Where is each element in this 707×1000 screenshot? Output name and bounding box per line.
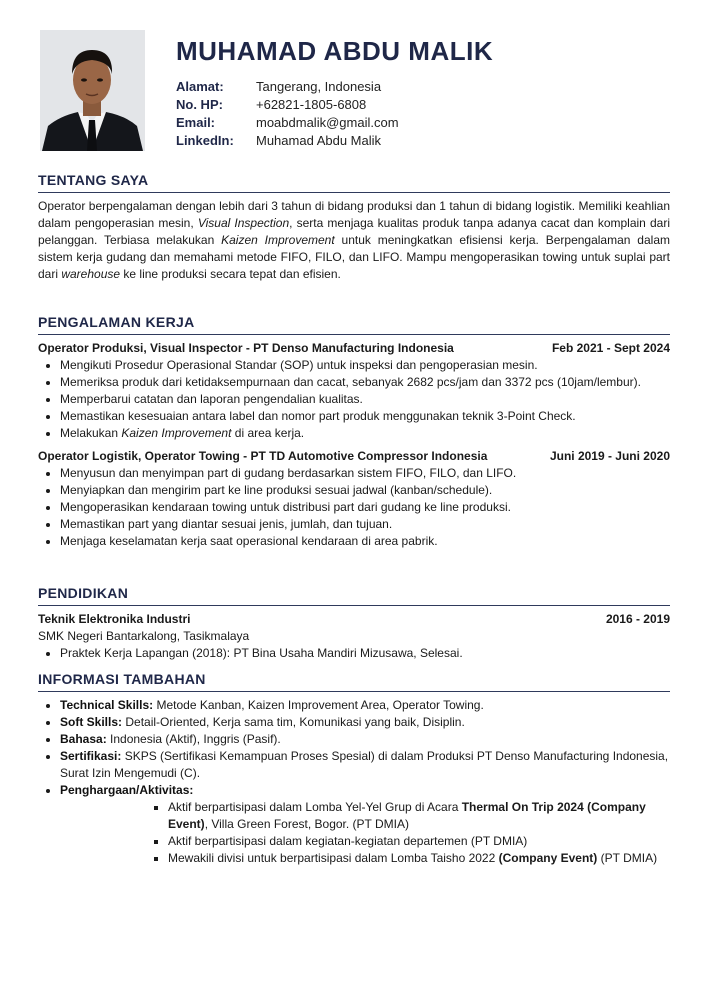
awards-list xyxy=(38,799,670,867)
job-bullet: • Memperbarui catatan dan laporan pengendalian kualitas. xyxy=(60,391,670,408)
linkedin-label: LinkedIn: xyxy=(176,133,234,148)
about-text: untuk meningkatkan efisiensi kerja. Berpengalaman dalam sistem kerja gudang dan memahami metode FIFO, FILO, dan LIFO. Mampu mengoperasikan towing untuk suplai part dari xyxy=(38,233,670,281)
award-text: Mewakili divisi untuk berpartisipasi dalam Lomba Taisho 2022 xyxy=(168,851,499,865)
address-label: Alamat: xyxy=(176,79,224,94)
job-bullet: • Mengoperasikan kendaraan towing untuk distribusi part dari gudang ke line produksi. xyxy=(60,499,670,516)
education-bullet: • Praktek Kerja Lapangan (2018): PT Bina Usaha Mandiri Mizusawa, Selesai. xyxy=(60,645,670,662)
address-value: Tangerang, Indonesia xyxy=(256,79,382,94)
job-header xyxy=(38,340,670,357)
language-value: Indonesia (Aktif), Inggris (Pasif). xyxy=(106,732,281,746)
education-period: 2016 - 2019 xyxy=(605,612,670,626)
bullet-text: Melakukan xyxy=(60,426,122,440)
job-period: Feb 2021 - Sept 2024 xyxy=(551,341,670,355)
technical-skills-value: Metode Kanban, Kaizen Improvement Area, Operator Towing. xyxy=(153,698,484,712)
about-text-em: warehouse xyxy=(61,267,121,281)
education-bullets xyxy=(38,645,670,662)
education-title: PENDIDIKAN xyxy=(38,585,670,606)
about-text: Operator berpengalaman dengan lebih dari 3 tahun di bidang produksi dan 1 tahun di bidang logistik. Memiliki keahlian dalam pengoperasian mesin, xyxy=(38,199,670,230)
job-bullet: • Menyiapkan dan mengirim part ke line produksi sesuai jadwal (kanban/schedule). xyxy=(60,482,670,499)
technical-skills-item xyxy=(60,697,670,714)
award-entry: ▪ Aktif berpartisipasi dalam kegiatan-kegiatan departemen (PT DMIA) xyxy=(168,833,670,850)
phone-label: No. HP: xyxy=(176,97,223,112)
education-header xyxy=(38,611,670,628)
about-paragraph xyxy=(38,198,670,283)
awards-item xyxy=(60,782,670,799)
certification-item xyxy=(60,748,670,782)
candidate-name: MUHAMAD ABDU MALIK xyxy=(176,36,494,66)
contact-row-email xyxy=(176,114,399,132)
language-label: Bahasa: xyxy=(60,732,107,746)
email-value: moabdmalik@gmail.com xyxy=(256,115,399,130)
job-bullet xyxy=(60,425,670,442)
technical-skills-label: Technical Skills: xyxy=(60,698,154,712)
job-bullets xyxy=(38,357,670,442)
job-period: Juni 2019 - Juni 2020 xyxy=(549,449,670,463)
awards-label: Penghargaan/Aktivitas: xyxy=(60,783,194,797)
contact-row-linkedin xyxy=(176,132,399,150)
soft-skills-label: Soft Skills: xyxy=(60,715,123,729)
job-header xyxy=(38,448,670,465)
soft-skills-item xyxy=(60,714,670,731)
about-title: TENTANG SAYA xyxy=(38,172,670,193)
linkedin-value: Muhamad Abdu Malik xyxy=(256,133,382,148)
email-label: Email: xyxy=(176,115,216,130)
award-text: Aktif berpartisipasi dalam Lomba Yel-Yel Grup di Acara xyxy=(168,800,462,814)
job-bullet: • Menjaga keselamatan kerja saat operasional kendaraan di area pabrik. xyxy=(60,533,670,550)
additional-title: INFORMASI TAMBAHAN xyxy=(38,671,670,692)
education-section xyxy=(38,585,670,662)
soft-skills-value: Detail-Oriented, Kerja sama tim, Komunikasi yang baik, Disiplin. xyxy=(122,715,465,729)
about-text: , serta menjaga kualitas produk tanpa adanya cacat dan komplain dari pelanggan. Terbiasa melakukan xyxy=(38,216,670,247)
language-item xyxy=(60,731,670,748)
bullet-text: di area kerja. xyxy=(231,426,305,440)
job-bullet: • Mengikuti Prosedur Operasional Standar (SOP) untuk inspeksi dan pengoperasian mesin. xyxy=(60,357,670,374)
experience-title: PENGALAMAN KERJA xyxy=(38,314,670,335)
job-bullets xyxy=(38,465,670,550)
award-text-bold: Thermal On Trip 2024 (Company Event) xyxy=(168,800,646,831)
about-text: ke line produksi secara tepat dan efisien. xyxy=(120,267,341,281)
award-text: (PT DMIA) xyxy=(597,851,658,865)
award-entry xyxy=(168,850,670,867)
education-degree: Teknik Elektronika Industri xyxy=(38,612,191,626)
job-role: Operator Logistik, Operator Towing - PT TD Automotive Compressor Indonesia xyxy=(38,449,488,463)
about-text-em: Kaizen Improvement xyxy=(221,233,335,247)
about-text-em: Visual Inspection xyxy=(197,216,290,230)
experience-section xyxy=(38,314,670,550)
education-school: SMK Negeri Bantarkalong, Tasikmalaya xyxy=(38,629,250,643)
additional-bullets xyxy=(38,697,670,799)
contact-block xyxy=(176,78,399,150)
phone-value: +62821-1805-6808 xyxy=(256,97,367,112)
about-section xyxy=(38,172,670,283)
job-role: Operator Produksi, Visual Inspector - PT Denso Manufacturing Indonesia xyxy=(38,341,454,355)
bullet-text-em: Kaizen Improvement xyxy=(121,426,232,440)
award-text-bold: (Company Event) xyxy=(498,851,598,865)
portrait-image xyxy=(40,30,145,151)
profile-photo xyxy=(40,30,145,151)
contact-row-address xyxy=(176,78,399,96)
certification-label: Sertifikasi: xyxy=(60,749,122,763)
award-entry xyxy=(168,799,670,833)
additional-section xyxy=(38,671,670,867)
award-text: , Villa Green Forest, Bogor. (PT DMIA) xyxy=(204,817,409,831)
job-bullet: • Memastikan kesesuaian antara label dan nomor part produk menggunakan teknik 3-Point Check. xyxy=(60,408,670,425)
job-bullet: • Memastikan part yang diantar sesuai jenis, jumlah, dan tujuan. xyxy=(60,516,670,533)
contact-row-phone xyxy=(176,96,399,114)
job-bullet: • Menyusun dan menyimpan part di gudang berdasarkan sistem FIFO, FILO, dan LIFO. xyxy=(60,465,670,482)
certification-value: SKPS (Sertifikasi Kemampuan Proses Spesial) di dalam Produksi PT Denso Manufacturing Indonesia, Surat Izin Mengemudi (C). xyxy=(60,749,669,780)
job-bullet: • Memeriksa produk dari ketidaksempurnaan dan cacat, sebanyak 2682 pcs/jam dan 3372 pcs (10jam/lembur). xyxy=(60,374,670,391)
